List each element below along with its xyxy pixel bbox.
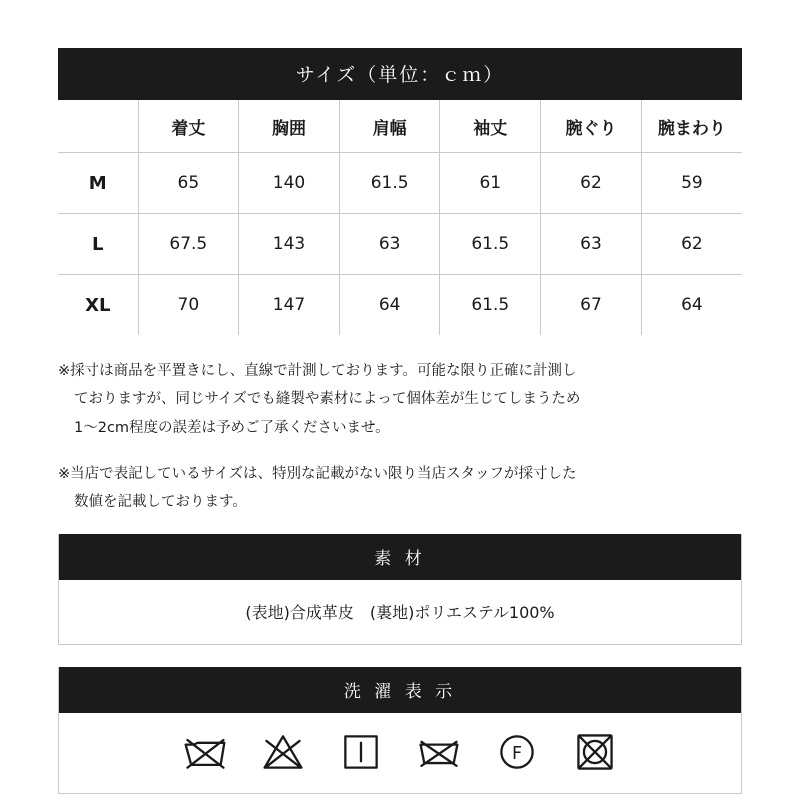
note-line: ※当店で表記しているサイズは、特別な記載がない限り当店スタッフが採寸した bbox=[58, 465, 577, 482]
material-section-body: (表地)合成革皮 (裏地)ポリエステル100% bbox=[59, 580, 741, 644]
wash-section-title: 洗 濯 表 示 bbox=[59, 667, 741, 713]
no-machine-wash-icon bbox=[182, 729, 228, 775]
cell-m-katahaba: 61.5 bbox=[339, 153, 440, 214]
dryclean-f-icon bbox=[494, 729, 540, 775]
cell-m-udemawari: 59 bbox=[641, 153, 742, 214]
note-line: ※採寸は商品を平置きにし、直線で計測しております。可能な限り正確に計測し bbox=[58, 363, 577, 379]
measurement-notes bbox=[58, 357, 742, 516]
cell-l-kitake: 67.5 bbox=[138, 214, 239, 275]
column-header-katahaba: 肩幅 bbox=[339, 100, 440, 153]
column-header-udemawari: 腕まわり bbox=[641, 100, 742, 153]
cell-m-sodetake: 61 bbox=[440, 153, 541, 214]
note-block-staff bbox=[58, 460, 742, 517]
cell-xl-katahaba: 64 bbox=[339, 275, 440, 336]
column-header-kyoui: 胸囲 bbox=[239, 100, 340, 153]
note-line: 数値を記載しております。 bbox=[74, 494, 247, 511]
no-wringing-icon bbox=[416, 729, 462, 775]
note-block-measurement bbox=[58, 357, 742, 442]
row-label-xl: XL bbox=[58, 275, 138, 336]
cell-xl-udemawari: 64 bbox=[641, 275, 742, 336]
cell-m-kyoui: 140 bbox=[239, 153, 340, 214]
row-label-l: L bbox=[58, 214, 138, 275]
cell-l-katahaba: 63 bbox=[339, 214, 440, 275]
material-section bbox=[58, 534, 742, 645]
iron-low-icon bbox=[338, 729, 384, 775]
table-row bbox=[58, 214, 742, 275]
cell-xl-kitake: 70 bbox=[138, 275, 239, 336]
cell-xl-kyoui: 147 bbox=[239, 275, 340, 336]
cell-l-sodetake: 61.5 bbox=[440, 214, 541, 275]
cell-l-kyoui: 143 bbox=[239, 214, 340, 275]
no-tumble-dry-icon bbox=[572, 729, 618, 775]
cell-m-kitake: 65 bbox=[138, 153, 239, 214]
column-header-udeguri: 腕ぐり bbox=[541, 100, 642, 153]
column-header-kitake: 着丈 bbox=[138, 100, 239, 153]
table-header-row bbox=[58, 100, 742, 153]
no-bleach-icon bbox=[260, 729, 306, 775]
material-section-title: 素 材 bbox=[59, 534, 741, 580]
row-label-m: M bbox=[58, 153, 138, 214]
table-row bbox=[58, 153, 742, 214]
size-table-title: サイズ（単位：ｃｍ） bbox=[58, 48, 742, 100]
table-row bbox=[58, 275, 742, 336]
section-spacer bbox=[58, 645, 742, 659]
cell-l-udemawari: 62 bbox=[641, 214, 742, 275]
note-line: 1〜2cm程度の誤差は予めご了承くださいませ。 bbox=[74, 419, 390, 436]
size-table bbox=[58, 100, 742, 335]
cell-xl-sodetake: 61.5 bbox=[440, 275, 541, 336]
wash-icon-row bbox=[59, 713, 741, 793]
column-header-sodetake: 袖丈 bbox=[440, 100, 541, 153]
svg-text:F: F bbox=[511, 744, 523, 765]
cell-m-udeguri: 62 bbox=[541, 153, 642, 214]
wash-section bbox=[58, 667, 742, 794]
note-line: ておりますが、同じサイズでも縫製や素材によって個体差が生じてしまうため bbox=[74, 391, 581, 408]
table-corner-cell bbox=[58, 100, 138, 153]
cell-l-udeguri: 63 bbox=[541, 214, 642, 275]
cell-xl-udeguri: 67 bbox=[541, 275, 642, 336]
